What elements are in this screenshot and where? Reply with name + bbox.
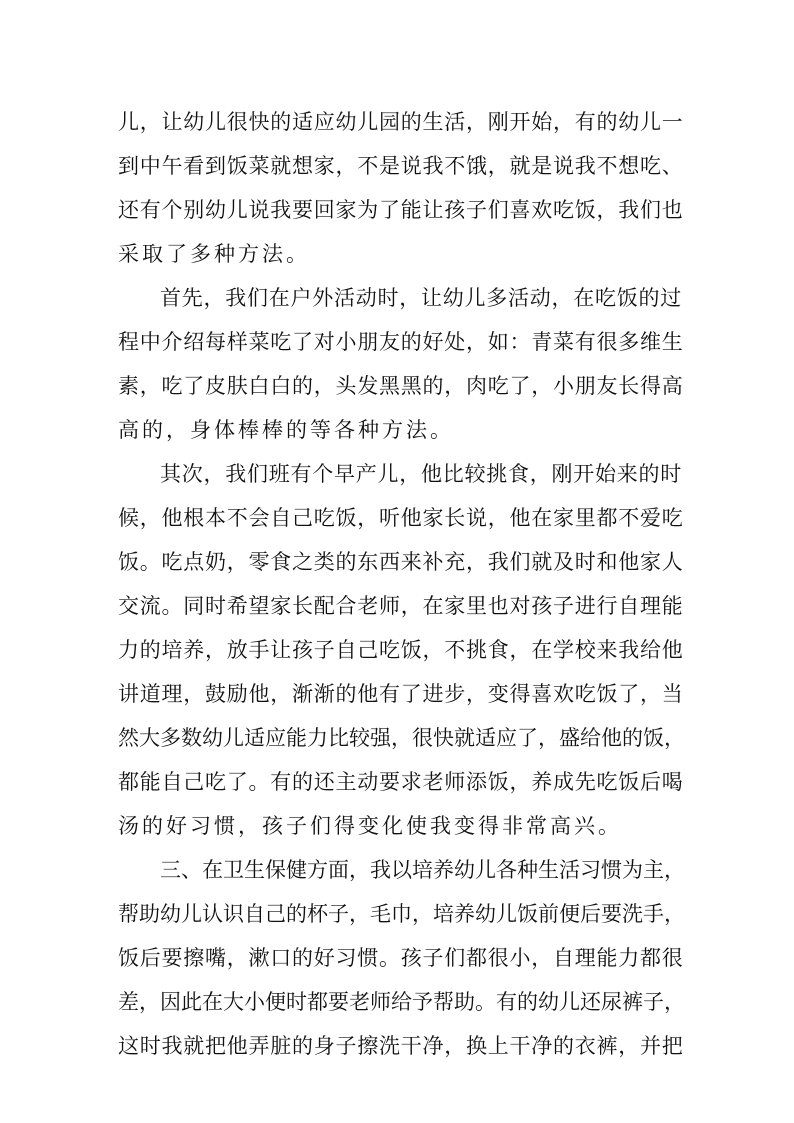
text-line: 候，他根本不会自己吃饭，听他家长说，他在家里都不爱吃 — [118, 506, 684, 530]
text-line: 高的，身体棒棒的等各种方法。 — [118, 418, 454, 442]
text-line: 儿，让幼儿很快的适应幼儿园的生活，刚开始，有的幼儿一 — [118, 110, 684, 134]
text-line: 素，吃了皮肤白白的，头发黑黑的，肉吃了，小朋友长得高 — [118, 374, 684, 398]
text-line: 差，因此在大小便时都要老师给予帮助。有的幼儿还尿裤子， — [118, 990, 685, 1014]
text-line: 饭后要擦嘴，漱口的好习惯。孩子们都很小，自理能力都很 — [118, 946, 684, 970]
text-line: 都能自己吃了。有的还主动要求老师添饭，养成先吃饭后喝 — [118, 770, 684, 794]
text-line: 采取了多种方法。 — [118, 242, 310, 266]
text-line: 力的培养，放手让孩子自己吃饭，不挑食，在学校来我给他 — [118, 638, 684, 662]
text-line: 交流。同时希望家长配合老师，在家里也对孩子进行自理能 — [118, 594, 684, 618]
text-line: 然大多数幼儿适应能力比较强，很快就适应了，盛给他的饭， — [118, 726, 685, 750]
text-line: 饭。吃点奶，零食之类的东西来补充，我们就及时和他家人 — [118, 550, 684, 574]
text-line: 讲道理，鼓励他，渐渐的他有了进步，变得喜欢吃饭了，当 — [118, 682, 684, 706]
text-line: 这时我就把他弄脏的身子擦洗干净，换上干净的衣裤，并把 — [118, 1034, 684, 1058]
body-text — [118, 100, 686, 1068]
text-line: 其次，我们班有个早产儿，他比较挑食，刚开始来的时 — [160, 462, 682, 486]
text-line: 程中介绍每样菜吃了对小朋友的好处，如：青菜有很多维生 — [118, 330, 684, 354]
text-line: 到中午看到饭菜就想家，不是说我不饿，就是说我不想吃、 — [118, 154, 684, 178]
text-line: 首先，我们在户外活动时，让幼儿多活动，在吃饭的过 — [160, 286, 682, 310]
text-line: 三、在卫生保健方面，我以培养幼儿各种生活习惯为主， — [160, 858, 685, 882]
text-line: 帮助幼儿认识自己的杯子，毛巾，培养幼儿饭前便后要洗手， — [118, 902, 685, 926]
text-line: 汤的好习惯，孩子们得变化使我变得非常高兴。 — [118, 814, 622, 838]
text-line: 还有个别幼儿说我要回家为了能让孩子们喜欢吃饭，我们也 — [118, 198, 684, 222]
